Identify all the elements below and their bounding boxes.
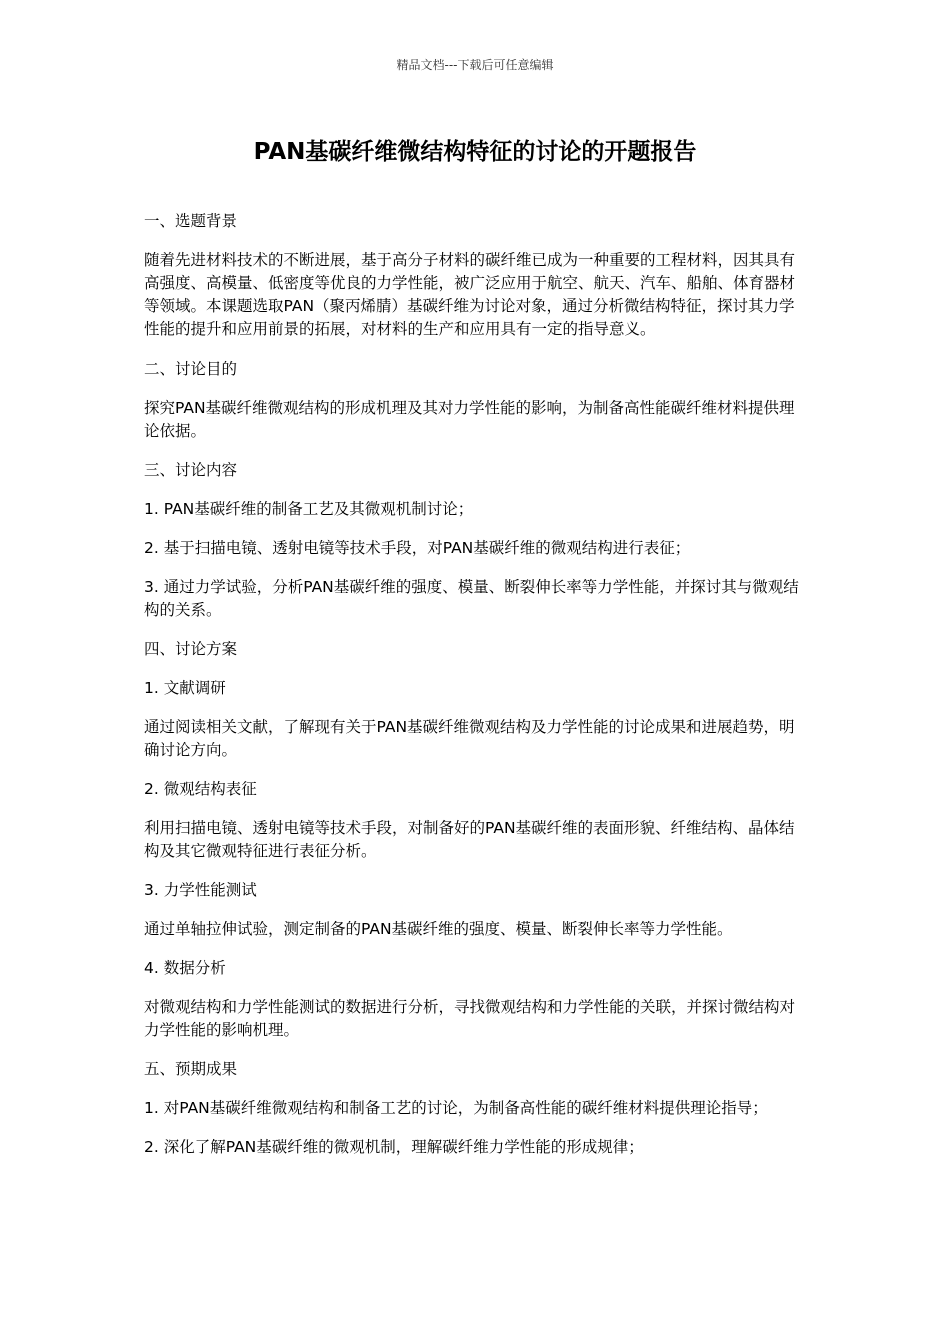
document-title: PAN基碳纤维微结构特征的讨论的开题报告: [253, 139, 697, 165]
plan-subheading-characterization: 2. 微观结构表征: [144, 780, 257, 798]
section-heading-content: 三、讨论内容: [144, 461, 238, 479]
plan-paragraph-literature: 通过阅读相关文献，了解现有关于PAN基碳纤维微观结构及力学性能的讨论成果和进展趋势，明确讨论方向。: [144, 718, 795, 759]
paragraph-purpose: 探究PAN基碳纤维微观结构的形成机理及其对力学性能的影响，为制备高性能碳纤维材料提供理论依据。: [144, 399, 795, 440]
plan-subheading-mechanical-test: 3. 力学性能测试: [144, 881, 257, 899]
plan-paragraph-mechanical-test: 通过单轴拉伸试验，测定制备的PAN基碳纤维的强度、模量、断裂伸长率等力学性能。: [144, 920, 733, 938]
content-item-2: 2. 基于扫描电镜、透射电镜等技术手段，对PAN基碳纤维的微观结构进行表征；: [144, 539, 691, 557]
outcome-item-2: 2. 深化了解PAN基碳纤维的微观机制，理解碳纤维力学性能的形成规律；: [144, 1138, 644, 1156]
page-header-note: 精品文档---下载后可任意编辑: [396, 58, 554, 72]
section-heading-background: 一、选题背景: [144, 212, 238, 230]
plan-paragraph-characterization: 利用扫描电镜、透射电镜等技术手段，对制备好的PAN基碳纤维的表面形貌、纤维结构、晶体结构及其它微观特征进行表征分析。: [144, 819, 795, 860]
plan-paragraph-data-analysis: 对微观结构和力学性能测试的数据进行分析，寻找微观结构和力学性能的关联，并探讨微结构对力学性能的影响机理。: [144, 998, 796, 1039]
section-heading-outcomes: 五、预期成果: [144, 1060, 238, 1078]
content-item-1: 1. PAN基碳纤维的制备工艺及其微观机制讨论；: [144, 500, 474, 518]
content-item-3: 3. 通过力学试验，分析PAN基碳纤维的强度、模量、断裂伸长率等力学性能，并探讨其与微观结构的关系。: [144, 578, 799, 619]
section-heading-plan: 四、讨论方案: [144, 640, 238, 658]
plan-subheading-data-analysis: 4. 数据分析: [144, 959, 226, 977]
plan-subheading-literature: 1. 文献调研: [144, 679, 226, 697]
outcome-item-1: 1. 对PAN基碳纤维微观结构和制备工艺的讨论，为制备高性能的碳纤维材料提供理论指导；: [144, 1099, 768, 1117]
section-heading-purpose: 二、讨论目的: [144, 360, 238, 378]
paragraph-background: 随着先进材料技术的不断进展，基于高分子材料的碳纤维已成为一种重要的工程材料，因其具有高强度、高模量、低密度等优良的力学性能，被广泛应用于航空、航天、汽车、船舶、体育器材等领域。本课题选取PAN（聚丙烯腈）基碳纤维为讨论对象，通过分析微结构特征，探讨其力学性能的提升和应用前景的拓展，对材料的生产和应用具有一定的指导意义。: [144, 251, 796, 338]
document-body: [144, 210, 808, 1175]
